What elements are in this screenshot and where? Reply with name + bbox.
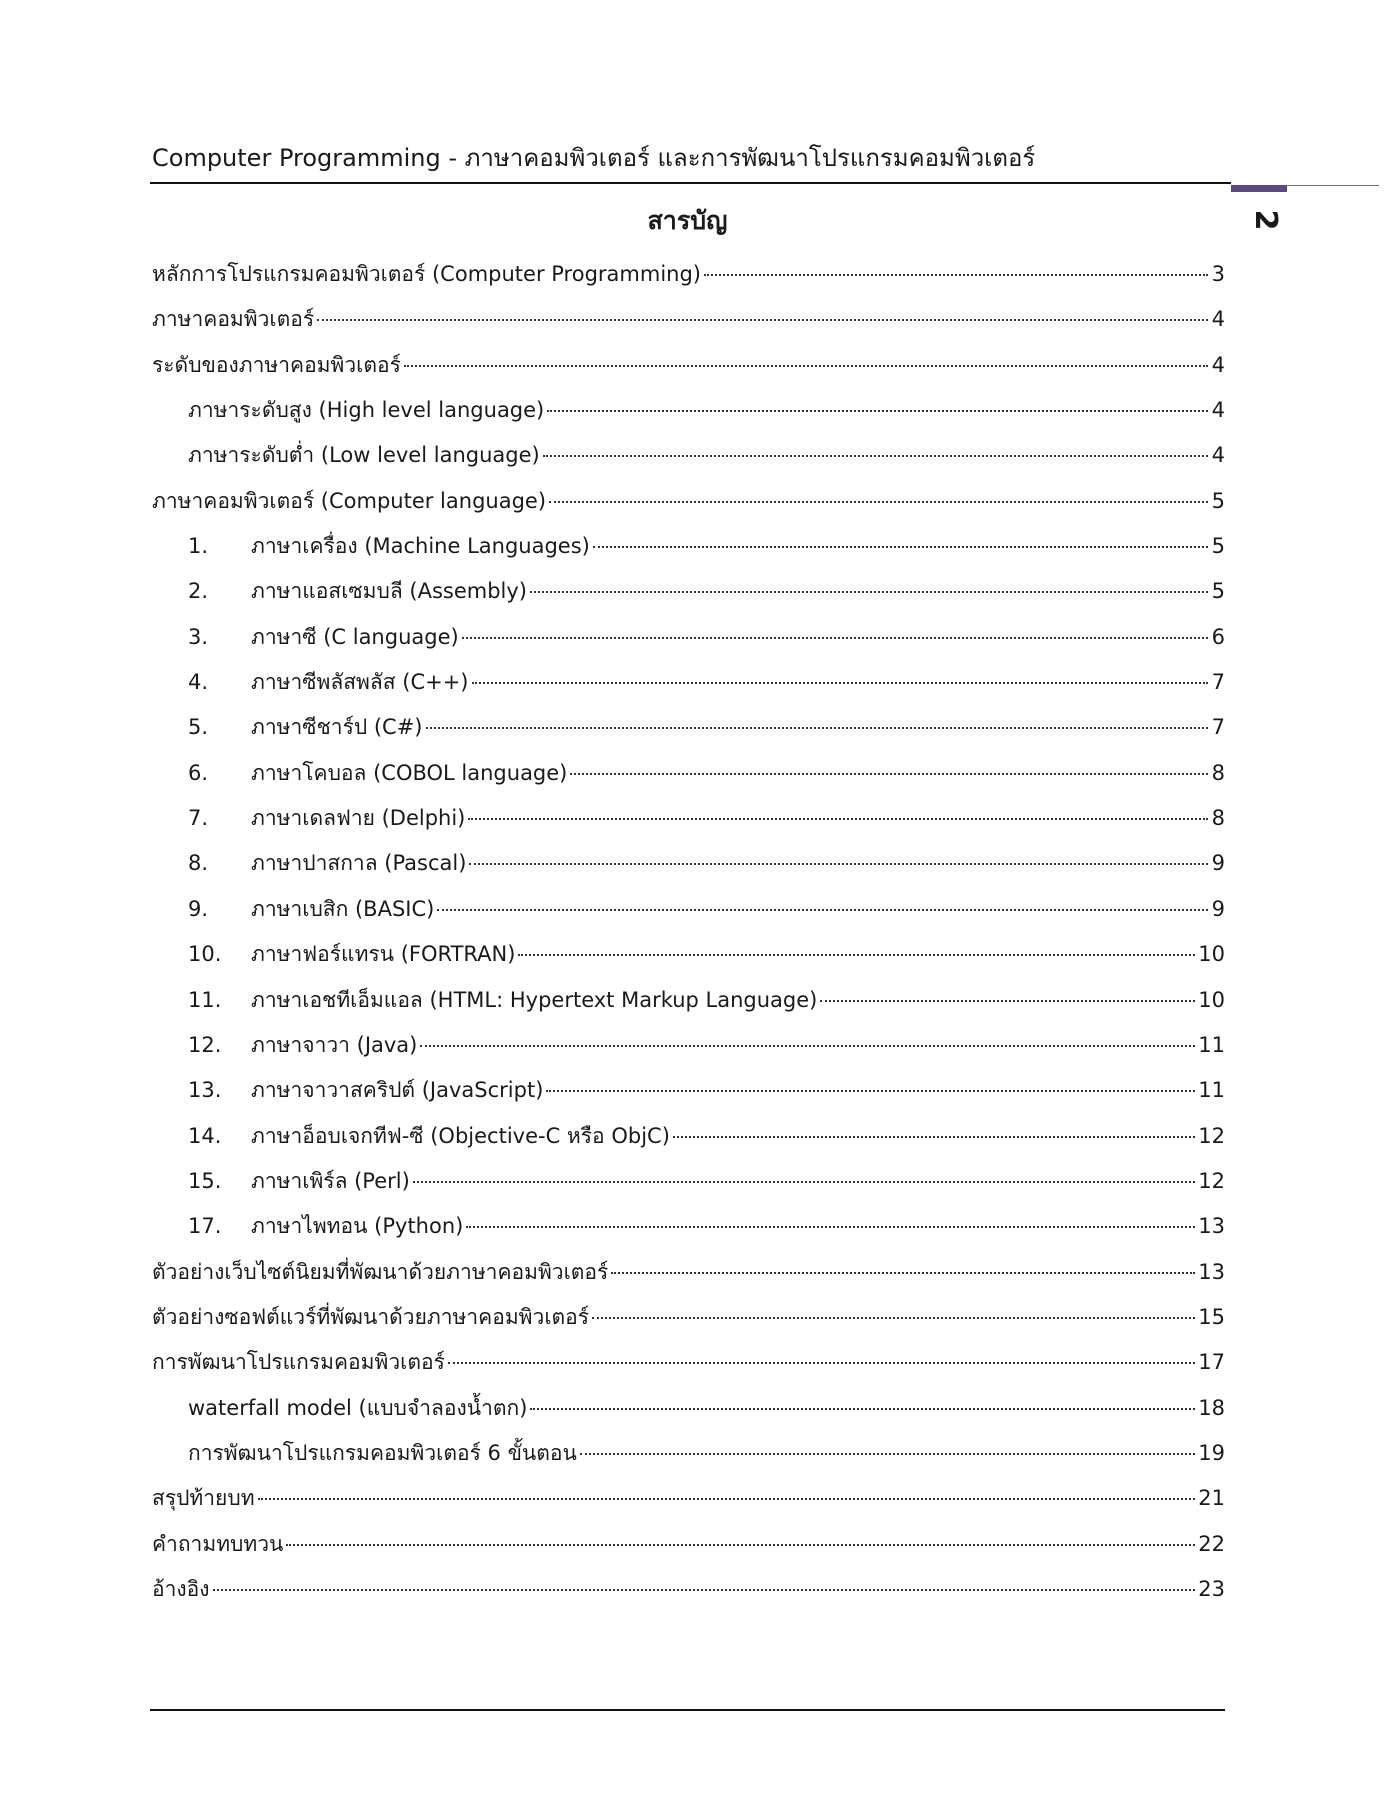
toc-entry-page: 4 (1211, 398, 1225, 423)
toc-entry[interactable] (152, 394, 1225, 439)
header-rule (150, 182, 1231, 184)
toc-entry-title: การพัฒนาโปรแกรมคอมพิวเตอร์ 6 ขั้นตอน (188, 1440, 577, 1465)
toc-entry-title: ภาษาจาวาสคริปต์ (JavaScript) (251, 1078, 544, 1103)
toc-dot-leader (570, 773, 1208, 775)
toc-entry[interactable] (152, 575, 1225, 620)
toc-entry[interactable] (152, 1301, 1225, 1346)
toc-entry[interactable] (152, 666, 1225, 711)
toc-dot-leader (413, 1181, 1195, 1183)
toc-entry-page: 13 (1198, 1214, 1225, 1239)
toc-entry-title: waterfall model (แบบจำลองน้ำตก) (188, 1395, 528, 1420)
toc-dot-leader (592, 1317, 1195, 1319)
toc-dot-leader (286, 1544, 1195, 1546)
toc-entry-title: ภาษาซีพลัสพลัส (C++) (251, 670, 469, 695)
toc-entry-number: 1. (188, 534, 209, 559)
toc-dot-leader (437, 909, 1208, 911)
toc-entry-number: 9. (188, 896, 209, 921)
footer-rule (150, 1709, 1225, 1711)
toc-entry-title: ภาษาปาสกาล (Pascal) (251, 851, 467, 876)
toc-dot-leader (820, 1000, 1195, 1002)
toc-entry-title: ตัวอย่างซอฟต์แวร์ที่พัฒนาด้วยภาษาคอมพิวเตอร์ (152, 1304, 590, 1329)
toc-entry[interactable] (152, 1074, 1225, 1119)
toc-entry[interactable] (152, 1573, 1225, 1618)
toc-entry-page: 7 (1211, 715, 1225, 740)
toc-entry[interactable] (152, 1346, 1225, 1391)
toc-entry-number: 14. (188, 1123, 222, 1148)
toc-dot-leader (673, 1136, 1195, 1138)
page-tab-line (1287, 185, 1379, 186)
toc-dot-leader (593, 546, 1208, 548)
toc-entry-number: 3. (188, 624, 209, 649)
toc-entry-number: 10. (188, 942, 222, 967)
toc-entry-title: ภาษาเครื่อง (Machine Languages) (251, 534, 590, 559)
toc-entry-page: 19 (1198, 1440, 1225, 1465)
toc-entry-title: ภาษาเดลฟาย (Delphi) (251, 806, 466, 831)
toc-entry-title: สรุปท้ายบท (152, 1486, 255, 1511)
toc-entry-page: 4 (1211, 352, 1225, 377)
toc-entry-number: 11. (188, 987, 222, 1012)
toc-dot-leader (426, 727, 1209, 729)
toc-entry-page: 8 (1211, 760, 1225, 785)
toc-entry-title: ระดับของภาษาคอมพิวเตอร์ (152, 352, 401, 377)
toc-entry[interactable] (152, 847, 1225, 892)
toc-dot-leader (611, 1272, 1195, 1274)
toc-entry-page: 11 (1198, 1032, 1225, 1057)
toc-dot-leader (549, 501, 1208, 503)
toc-dot-leader (469, 863, 1208, 865)
toc-entry[interactable] (152, 621, 1225, 666)
toc-entry-title: ภาษาโคบอล (COBOL language) (251, 760, 568, 785)
toc-entry[interactable] (152, 485, 1225, 530)
toc-entry-page: 12 (1198, 1123, 1225, 1148)
toc-entry-page: 5 (1211, 534, 1225, 559)
toc-dot-leader (420, 1045, 1195, 1047)
toc-dot-leader (472, 682, 1209, 684)
toc-dot-leader (546, 1090, 1195, 1092)
toc-entry-page: 8 (1211, 806, 1225, 831)
toc-entry-page: 18 (1198, 1395, 1225, 1420)
toc-entry-page: 5 (1211, 579, 1225, 604)
toc-entry[interactable] (152, 1029, 1225, 1074)
toc-entry-title: ภาษาคอมพิวเตอร์ (152, 307, 315, 332)
toc-dot-leader (580, 1453, 1195, 1455)
toc-entry-title: ภาษาแอสเซมบลี (Assembly) (251, 579, 527, 604)
toc-entry-title: ภาษาเพิร์ล (Perl) (251, 1168, 410, 1193)
toc-entry-page: 21 (1198, 1486, 1225, 1511)
running-header: Computer Programming - ภาษาคอมพิวเตอร์ และการพัฒนาโปรแกรมคอมพิวเตอร์ (152, 144, 1036, 172)
toc-entry-number: 5. (188, 715, 209, 740)
toc-entry[interactable] (152, 530, 1225, 575)
toc-dot-leader (530, 591, 1208, 593)
toc-entry-number: 12. (188, 1032, 222, 1057)
toc-entry-title: การพัฒนาโปรแกรมคอมพิวเตอร์ (152, 1350, 445, 1375)
toc-entry-title: ภาษาฟอร์แทรน (FORTRAN) (251, 942, 516, 967)
toc-dot-leader (466, 1226, 1195, 1228)
toc-dot-leader (404, 365, 1208, 367)
toc-entry[interactable] (152, 1210, 1225, 1255)
toc-dot-leader (468, 818, 1208, 820)
toc-entry-title: ภาษาเบสิก (BASIC) (251, 896, 435, 921)
toc-dot-leader (543, 455, 1208, 457)
toc-entry-page: 9 (1211, 896, 1225, 921)
toc-entry-title: ภาษาซี (C language) (251, 624, 459, 649)
toc-entry[interactable] (152, 1256, 1225, 1301)
toc-dot-leader (462, 637, 1208, 639)
toc-entry-title: ภาษาระดับต่ำ (Low level language) (188, 443, 540, 468)
toc-entry-page: 10 (1198, 987, 1225, 1012)
toc-entry-title: คำถามทบทวน (152, 1531, 284, 1556)
toc-entry-page: 3 (1211, 262, 1225, 286)
toc-entry[interactable] (152, 711, 1225, 756)
page-tab-accent (1231, 185, 1287, 192)
toc-entry-page: 4 (1211, 307, 1225, 332)
toc-entry-title: ภาษาระดับสูง (High level language) (188, 398, 545, 423)
toc-entry-number: 4. (188, 670, 209, 695)
toc-entry[interactable] (152, 1528, 1225, 1573)
toc-entry[interactable] (152, 802, 1225, 847)
toc-entry[interactable] (152, 893, 1225, 938)
toc-entry-title: ตัวอย่างเว็บไซต์นิยมที่พัฒนาด้วยภาษาคอมพิวเตอร์ (152, 1259, 609, 1284)
toc-entry-number: 13. (188, 1078, 222, 1103)
toc-entry-page: 11 (1198, 1078, 1225, 1103)
toc-entry-number: 7. (188, 806, 209, 831)
toc-entry[interactable] (152, 1165, 1225, 1210)
toc-dot-leader (547, 410, 1208, 412)
toc-entry-page: 5 (1211, 488, 1225, 513)
toc-entry[interactable] (152, 984, 1225, 1029)
toc-entry-number: 15. (188, 1168, 222, 1193)
toc-entry-page: 23 (1198, 1576, 1225, 1601)
toc-entry-page: 9 (1211, 851, 1225, 876)
page-number: 2 (1248, 209, 1283, 231)
toc-dot-leader (317, 319, 1208, 321)
table-of-contents (152, 258, 1225, 1618)
toc-entry-title: หลักการโปรแกรมคอมพิวเตอร์ (Computer Programming) (152, 262, 701, 286)
toc-entry[interactable] (152, 349, 1225, 394)
toc-entry-title: ภาษาอ็อบเจกทีฟ-ซี (Objective-C หรือ ObjC) (251, 1123, 670, 1148)
toc-entry-title: ภาษาคอมพิวเตอร์ (Computer language) (152, 488, 547, 513)
toc-entry-page: 17 (1198, 1350, 1225, 1375)
toc-entry-number: 8. (188, 851, 209, 876)
toc-entry-title: ภาษาไพทอน (Python) (251, 1214, 464, 1239)
toc-entry[interactable] (152, 1482, 1225, 1527)
toc-entry-title: อ้างอิง (152, 1576, 210, 1601)
toc-entry-title: ภาษาจาวา (Java) (251, 1032, 418, 1057)
toc-dot-leader (704, 274, 1208, 276)
toc-entry-number: 17. (188, 1214, 222, 1239)
toc-entry-page: 6 (1211, 624, 1225, 649)
toc-dot-leader (258, 1498, 1196, 1500)
toc-entry[interactable] (152, 258, 1225, 303)
toc-entry-title: ภาษาซีชาร์ป (C#) (251, 715, 423, 740)
toc-entry[interactable] (152, 1120, 1225, 1165)
toc-entry-page: 13 (1198, 1259, 1225, 1284)
toc-entry-page: 10 (1198, 942, 1225, 967)
toc-entry-page: 7 (1211, 670, 1225, 695)
toc-entry[interactable] (152, 303, 1225, 348)
toc-dot-leader (518, 954, 1195, 956)
toc-title: สารบัญ (647, 206, 728, 235)
toc-dot-leader (530, 1408, 1195, 1410)
toc-dot-leader (448, 1362, 1195, 1364)
toc-entry-number: 2. (188, 579, 209, 604)
toc-entry-title: ภาษาเอชทีเอ็มแอล (HTML: Hypertext Markup Language) (251, 987, 818, 1012)
toc-entry-page: 22 (1198, 1531, 1225, 1556)
toc-entry-number: 6. (188, 760, 209, 785)
toc-entry-page: 15 (1198, 1304, 1225, 1329)
toc-dot-leader (213, 1589, 1196, 1591)
toc-entry[interactable] (152, 1392, 1225, 1437)
toc-entry-page: 4 (1211, 443, 1225, 468)
toc-entry[interactable] (152, 757, 1225, 802)
toc-entry[interactable] (152, 1437, 1225, 1482)
toc-entry-page: 12 (1198, 1168, 1225, 1193)
toc-entry[interactable] (152, 938, 1225, 983)
toc-entry[interactable] (152, 439, 1225, 484)
